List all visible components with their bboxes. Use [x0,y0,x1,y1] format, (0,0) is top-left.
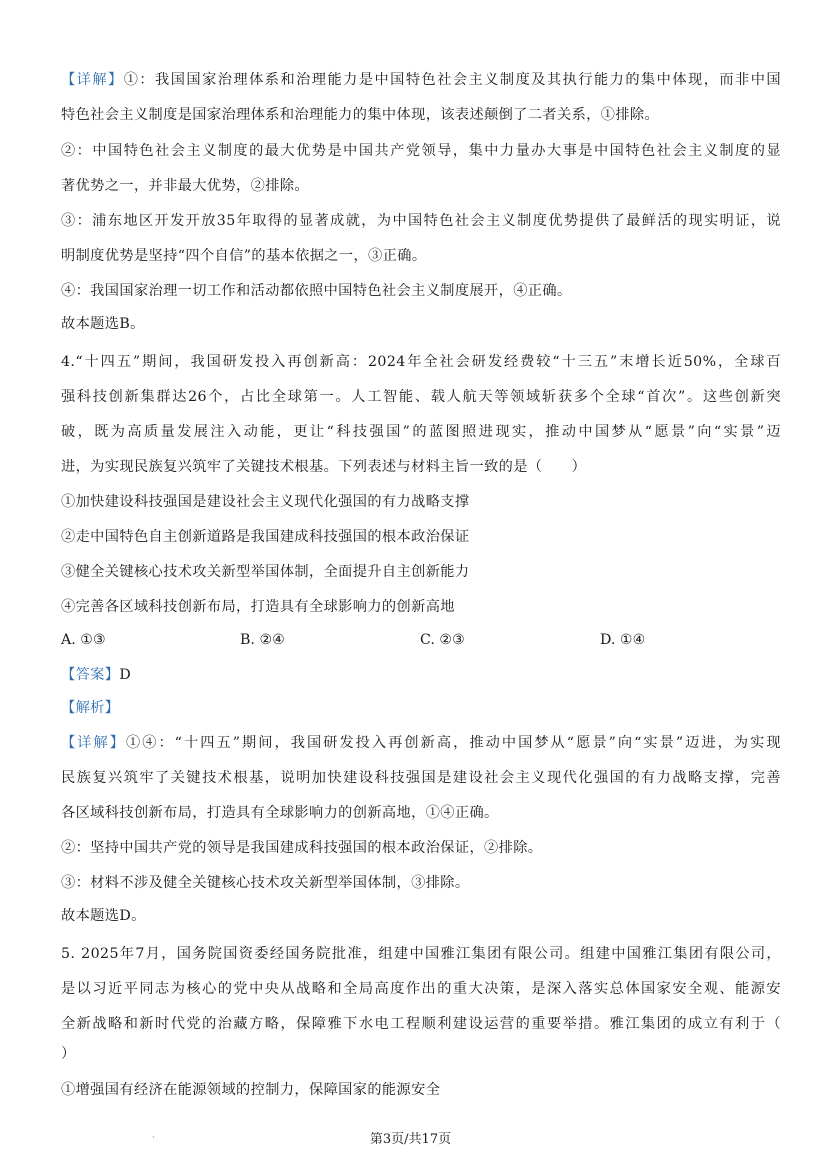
question-4-line: 破，既为高质量发展注入动能，更让“科技强国”的蓝图照进现实，推动中国梦从“愿景”向“实景”迈 [61,424,781,440]
text-line: ②：中国特色社会主义制度的最大优势是中国共产党领导，集中力量办大事是中国特色社会主义制度的显 [61,143,781,159]
option-b: B. ②④ [240,632,285,648]
text-line: ②：坚持中国共产党的领导是我国建成科技强国的根本政治保证，②排除。 [61,840,543,856]
text-line: 民族复兴筑牢了关键技术根基，说明加快建设科技强国是建设社会主义现代化强国的有力战略支撑，完善 [61,770,781,786]
statement-4: ④完善各区域科技创新布局，打造具有全球影响力的创新高地 [61,599,455,615]
statement-3: ③健全关键核心技术攻关新型举国体制，全面提升自主创新能力 [61,564,470,580]
option-c: C. ②③ [420,632,465,648]
detail-tag: 【详解】 [61,735,126,751]
page-number: 第3页/共17页 [369,1132,452,1147]
answer-line [61,665,131,685]
footer-mark: · [152,1133,155,1142]
text-line: 【详解】①：我国国家治理体系和治理能力是中国特色社会主义制度及其执行能力的集中体现，而非中国 [61,72,781,88]
text-line: 特色社会主义制度是国家治理体系和治理能力的集中体现，该表述颠倒了二者关系，①排除。 [61,107,660,123]
statement-2: ②走中国特色自主创新道路是我国建成科技强国的根本政治保证 [61,529,470,545]
option-d: D. ①④ [600,632,646,648]
question-4-line: 4.“十四五”期间，我国研发投入再创新高：2024年全社会研发经费较“十三五”末增长近50%，全球百 [61,354,781,370]
statement-1: ①加快建设科技强国是建设社会主义现代化强国的有力战略支撑 [61,494,470,510]
text-line: 故本题选D。 [61,908,146,924]
question-5-line: ） [61,1046,76,1062]
text-line: 明制度优势是坚持“四个自信”的基本依据之一，③正确。 [61,248,427,264]
text-line: 故本题选B。 [61,316,145,332]
text-line: ③：材料不涉及健全关键核心技术攻关新型举国体制，③排除。 [61,875,470,891]
question-4-line: 进，为实现民族复兴筑牢了关键技术根基。下列表述与材料主旨一致的是（ ） [61,459,587,475]
question-5-line: 是以习近平同志为核心的党中央从战略和全局高度作出的重大决策，是深入落实总体国家安全观、能源安 [61,981,781,997]
answer-tag: 【答案】 [61,667,120,683]
answer-value: D [119,667,132,683]
detail-tag: 【详解】 [61,72,124,88]
statement-1: ①增强国有经济在能源领域的控制力，保障国家的能源安全 [61,1082,441,1098]
text-line: 【详解】①④：“十四五”期间，我国研发投入再创新高，推动中国梦从“愿景”向“实景”迈进，为实现 [61,735,781,751]
option-a: A. ①③ [61,632,106,648]
question-5-line: 5. 2025年7月，国务院国资委经国务院批准，组建中国雅江集团有限公司。组建中国雅江集团有限公司， [61,946,781,962]
text-line: ④：我国国家治理一切工作和活动都依照中国特色社会主义制度展开，④正确。 [61,283,572,299]
question-4-line: 强科技创新集群达26个，占比全球第一。人工智能、载人航天等领域斩获多个全球“首次”。这些创新突 [61,389,781,405]
analysis-tag: 【解析】 [61,700,120,716]
question-5-line: 全新战略和新时代党的治藏方略，保障雅下水电工程顺利建设运营的重要举措。雅江集团的成立有利于（ [61,1016,781,1032]
text-line: 各区域科技创新布局，打造具有全球影响力的创新高地，①④正确。 [61,805,499,821]
text-line: 著优势之一，并非最大优势，②排除。 [61,178,309,194]
text-line: ③：浦东地区开发开放35年取得的显著成就，为中国特色社会主义制度优势提供了最鲜活的现实明证，说 [61,213,781,229]
